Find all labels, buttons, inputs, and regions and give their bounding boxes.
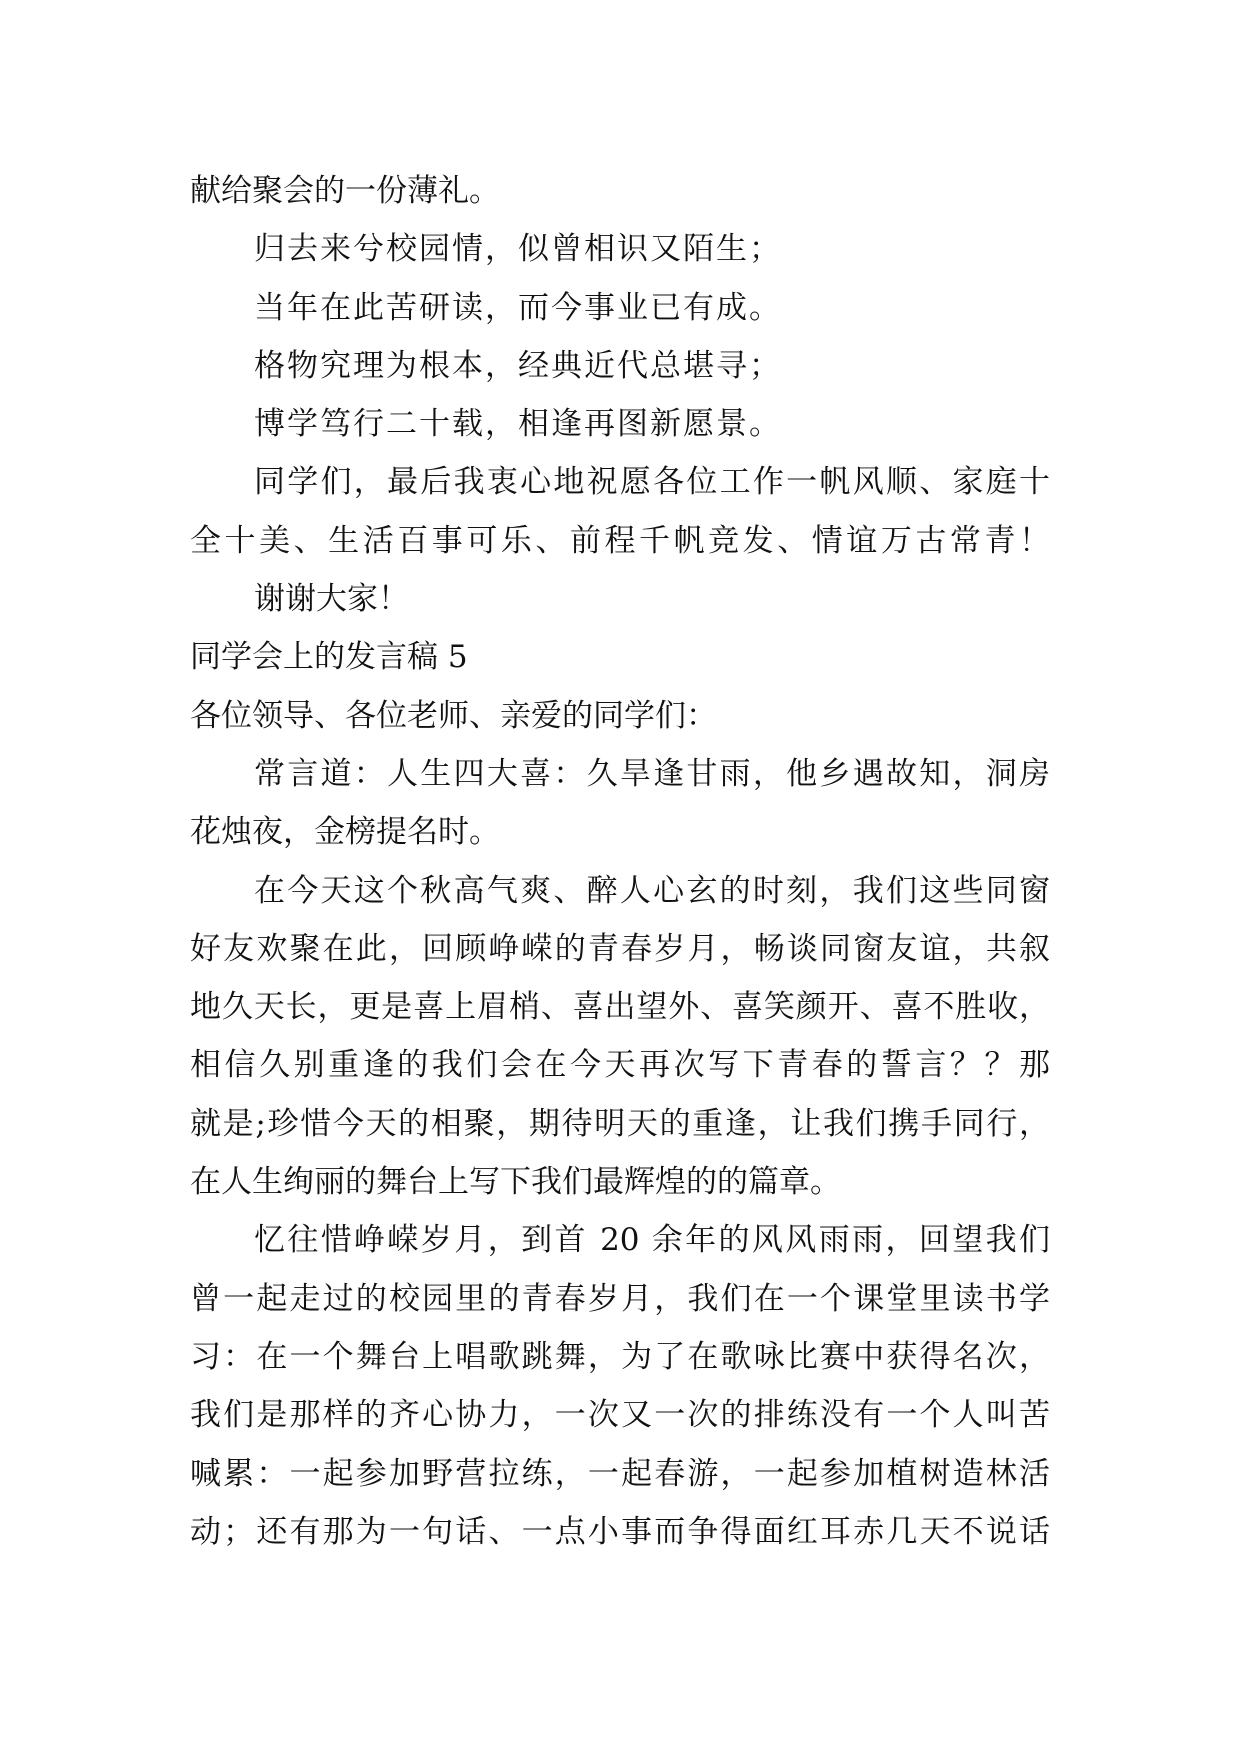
thanks-line: 谢谢大家！ bbox=[254, 581, 409, 618]
paragraph-line: 同学们，最后我衷心地祝愿各位工作一帆风顺、家庭十 bbox=[254, 464, 1050, 501]
paragraph-line: 喊累：一起参加野营拉练，一起春游，一起参加植树造林活 bbox=[190, 1455, 1050, 1492]
paragraph-line: 我们是那样的齐心协力，一次又一次的排练没有一个人叫苦 bbox=[190, 1397, 1050, 1434]
paragraph-line: 在今天这个秋高气爽、醉人心玄的时刻，我们这些同窗 bbox=[254, 872, 1050, 909]
poem-line-3: 格物究理为根本，经典近代总堪寻； bbox=[254, 347, 782, 384]
paragraph-line: 全十美、生活百事可乐、前程千帆竞发、情谊万古常青！ bbox=[190, 522, 1050, 559]
paragraph-line: 好友欢聚在此，回顾峥嵘的青春岁月，畅谈同窗友谊，共叙 bbox=[190, 930, 1050, 967]
paragraph-line: 在人生绚丽的舞台上写下我们最辉煌的的篇章。 bbox=[190, 1164, 841, 1201]
text-line-continuation: 献给聚会的一份薄礼。 bbox=[190, 173, 500, 209]
poem-line-2: 当年在此苦研读，而今事业已有成。 bbox=[254, 289, 782, 326]
document-body bbox=[190, 162, 1050, 1561]
paragraph-line: 动；还有那为一句话、一点小事而争得面红耳赤几天不说话 bbox=[190, 1513, 1050, 1550]
paragraph-line: 地久天长，更是喜上眉梢、喜出望外、喜笑颜开、喜不胜收， bbox=[190, 989, 1050, 1026]
paragraph-line: 花烛夜，金榜提名时。 bbox=[190, 814, 500, 851]
salutation-line: 各位领导、各位老师、亲爱的同学们： bbox=[190, 697, 717, 734]
paragraph-line: 相信久别重逢的我们会在今天再次写下青春的誓言？？那 bbox=[190, 1047, 1050, 1084]
paragraph-line: 就是;珍惜今天的相聚，期待明天的重逢，让我们携手同行， bbox=[190, 1105, 1050, 1142]
poem-line-4: 博学笃行二十载，相逢再图新愿景。 bbox=[254, 406, 782, 443]
paragraph-line: 曾一起走过的校园里的青春岁月，我们在一个课堂里读书学 bbox=[190, 1280, 1050, 1317]
section-heading: 同学会上的发言稿 5 bbox=[190, 639, 468, 676]
paragraph-line: 常言道：人生四大喜：久旱逢甘雨，他乡遇故知，洞房 bbox=[254, 755, 1050, 792]
paragraph-line: 习：在一个舞台上唱歌跳舞，为了在歌咏比赛中获得名次， bbox=[190, 1338, 1050, 1375]
paragraph-line: 忆往惜峥嵘岁月，到首 20 余年的风风雨雨，回望我们 bbox=[254, 1222, 1050, 1259]
poem-line-1: 归去来兮校园情，似曾相识又陌生； bbox=[254, 231, 782, 268]
